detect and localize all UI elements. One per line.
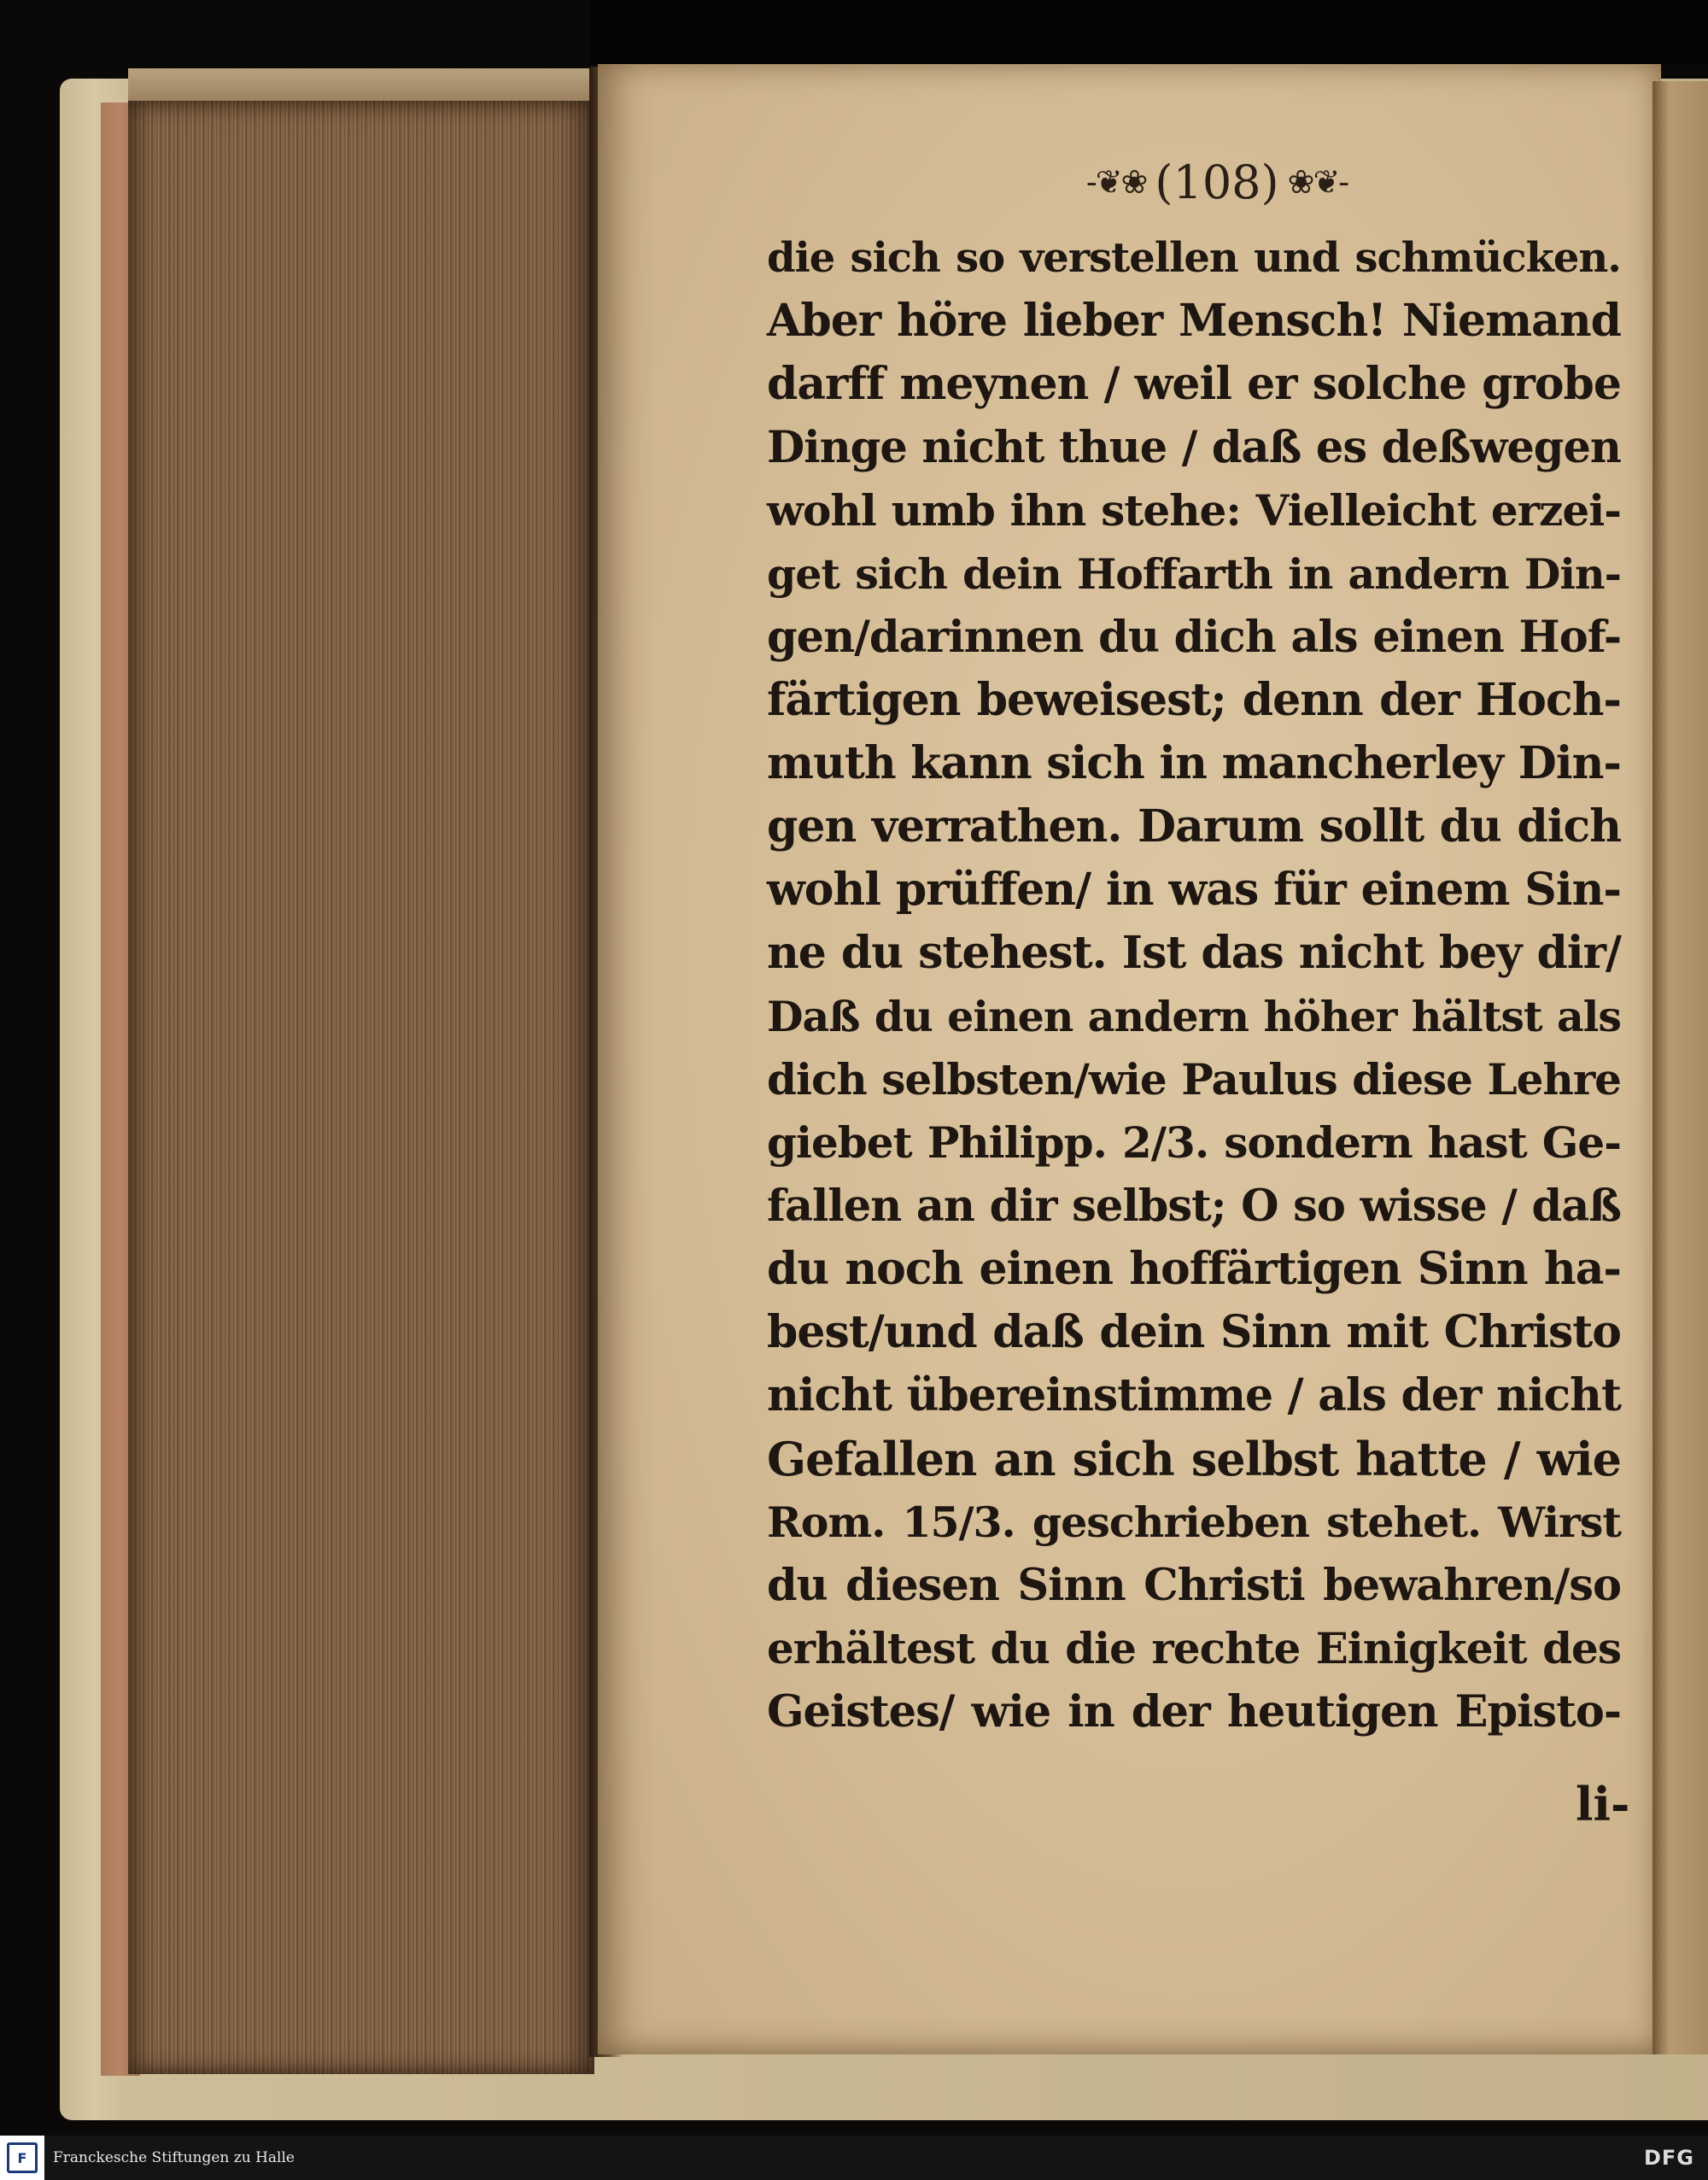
text-line: die sich so verstellen und schmücken. xyxy=(767,234,1621,282)
page-number: (108) xyxy=(1155,155,1279,209)
text-line: nicht übereinstimme / als der nicht xyxy=(767,1369,1621,1421)
text-line: ne du stehest. Ist das nicht bey dir/ xyxy=(767,927,1621,979)
institution-name[interactable]: Franckesche Stiftungen zu Halle xyxy=(53,2149,295,2166)
background-top xyxy=(589,0,1708,64)
text-line: dich selbsten/wie Paulus diese Lehre xyxy=(767,1054,1621,1105)
text-line: get sich dein Hoffarth in andern Din- xyxy=(767,549,1621,599)
institution-logo[interactable] xyxy=(0,2136,44,2180)
text-line: färtigen beweisest; denn der Hoch- xyxy=(767,674,1621,726)
text-line: wohl prüffen/ in was für einem Sin- xyxy=(767,864,1621,916)
logo-icon: F xyxy=(7,2142,38,2173)
text-line: giebet Philipp. 2/3. sondern hast Ge- xyxy=(767,1117,1621,1168)
text-line: Daß du einen andern höher hältst als xyxy=(767,992,1621,1041)
text-line: Geistes/ wie in der heutigen Episto- xyxy=(767,1686,1621,1738)
text-line: erhältest du die rechte Einigkeit des xyxy=(767,1623,1621,1673)
text-line: best/und daß dein Sinn mit Christo xyxy=(767,1306,1621,1358)
text-line: Rom. 15/3. geschrieben stehet. Wirst xyxy=(767,1497,1621,1547)
page-edges xyxy=(128,101,594,2074)
ornament-right: ❀❦- xyxy=(1287,163,1348,201)
next-page-edge xyxy=(1652,81,1708,2054)
text-line: gen verrathen. Darum sollt du dich xyxy=(767,800,1621,853)
running-header xyxy=(1038,152,1396,212)
text-line: wohl umb ihn stehe: Vielleicht erzei- xyxy=(767,485,1621,536)
catchword: li- xyxy=(1576,1777,1630,1831)
text-line: du noch einen hoffärtigen Sinn ha- xyxy=(767,1243,1621,1295)
ornament-left: -❦❀ xyxy=(1085,163,1147,201)
dfg-logo[interactable]: DFG xyxy=(1643,2146,1694,2170)
text-block xyxy=(767,226,1621,1743)
text-line: gen/darinnen du dich als einen Hof- xyxy=(767,612,1621,663)
viewer-footer xyxy=(0,2136,1708,2180)
text-line: fallen an dir selbst; O so wisse / daß xyxy=(767,1181,1621,1232)
text-line: Dinge nicht thue / daß es deßwegen xyxy=(767,422,1621,473)
text-line: Gefallen an sich selbst hatte / wie xyxy=(767,1432,1621,1486)
text-line: darff meynen / weil er solche grobe xyxy=(767,358,1621,410)
text-line: muth kann sich in mancherley Din- xyxy=(767,737,1621,789)
text-line: du diesen Sinn Christi bewahren/so xyxy=(767,1560,1621,1611)
text-line: Aber höre lieber Mensch! Niemand xyxy=(767,295,1621,347)
